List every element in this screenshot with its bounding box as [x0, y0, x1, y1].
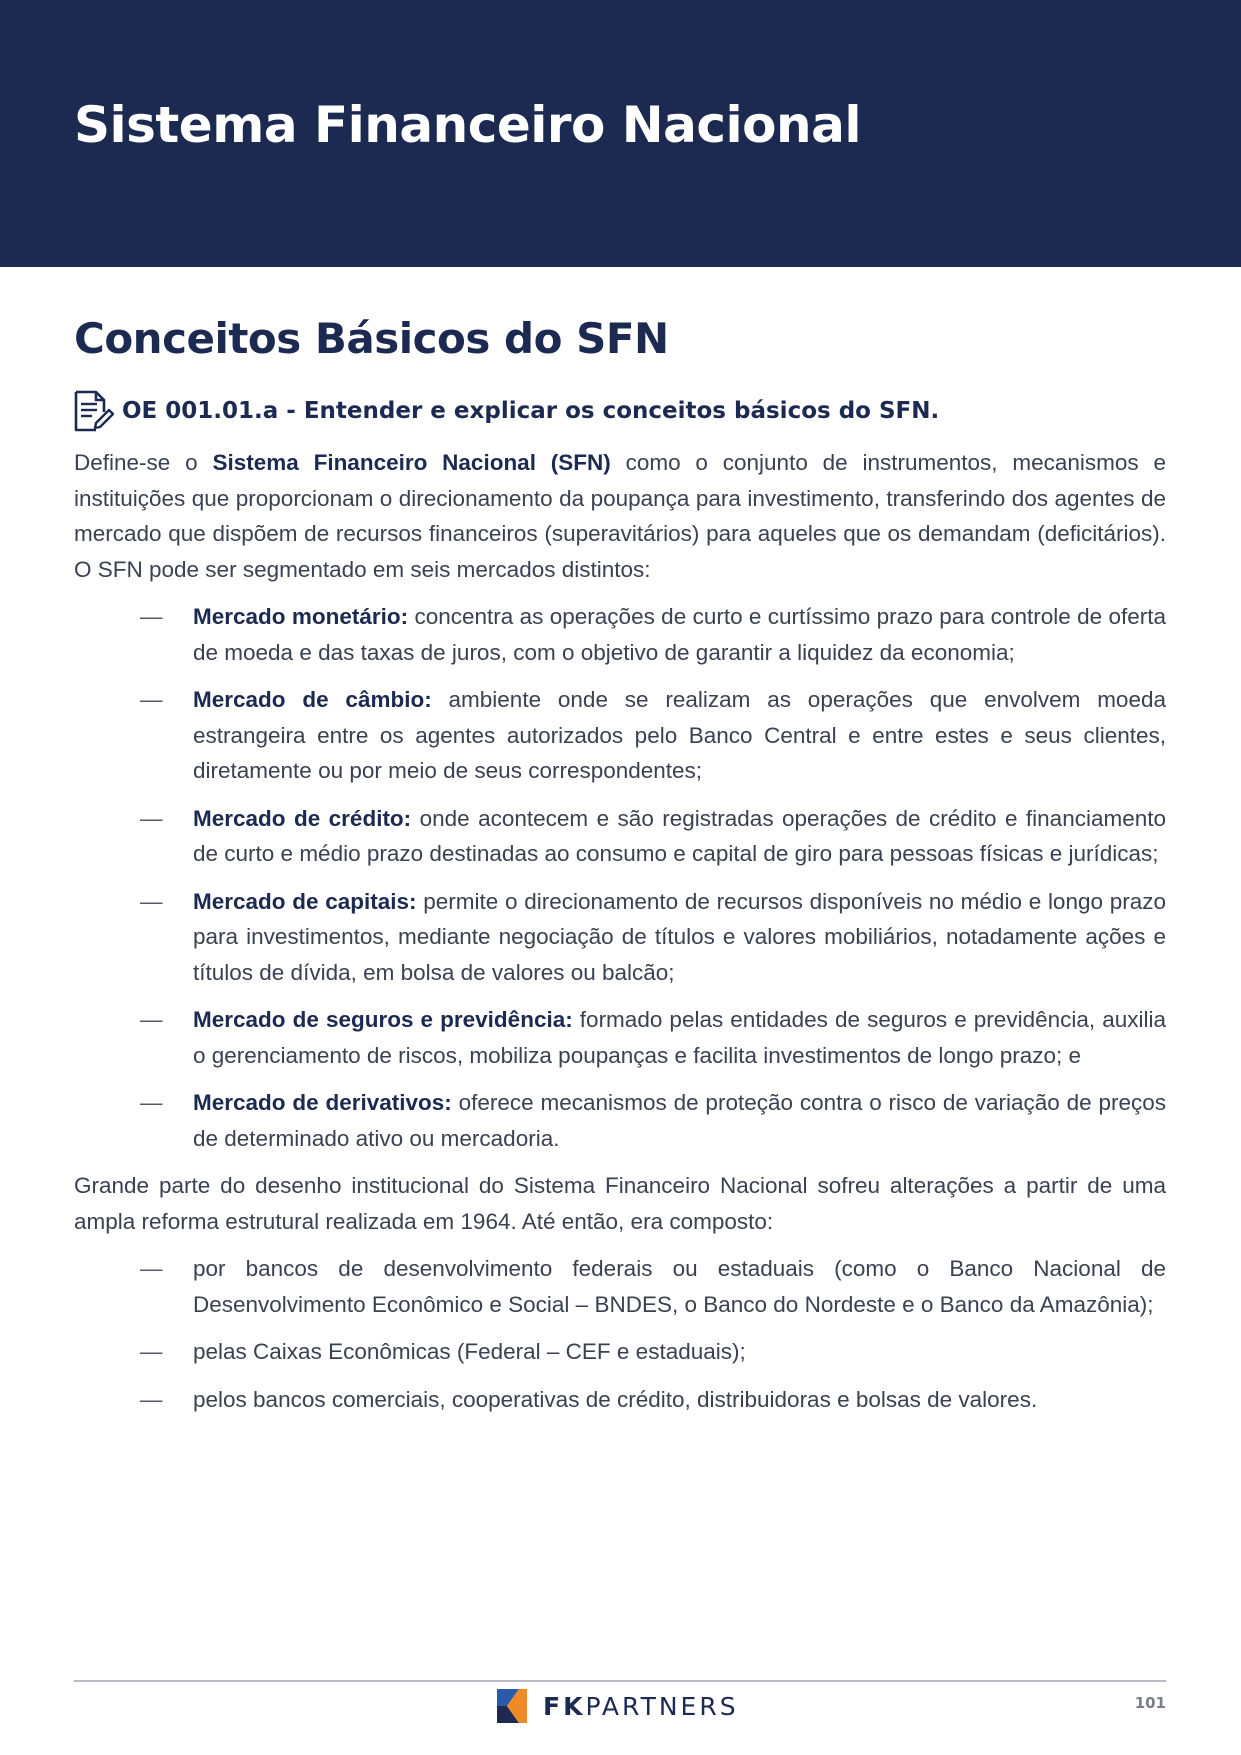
dash-bullet: —	[140, 888, 163, 914]
page-header-banner	[0, 0, 1241, 267]
intro-bold-term: Sistema Financeiro Nacional (SFN)	[212, 450, 611, 475]
list-item	[74, 1251, 1166, 1322]
composition-text: pelas Caixas Econômicas (Federal – CEF e estaduais);	[193, 1339, 746, 1364]
market-description: ambiente onde se realizam as operações que envolvem moeda estrangeira entre os agentes autorizados pelo Banco Central e entre estes e seus clientes, diretamente ou por meio de seus correspondentes;	[193, 687, 1166, 783]
market-term: Mercado de capitais:	[193, 888, 417, 914]
dash-bullet: —	[140, 604, 163, 629]
market-term: Mercado de seguros e previdência:	[193, 1007, 573, 1032]
dash-bullet: —	[140, 1090, 163, 1115]
intro-rest: como o conjunto de instrumentos, mecanismos e instituições que proporcionam o direcionamento da poupança para investimento, transferindo dos agentes de mercado que dispõem de recursos financeiros (superavitários) para aqueles que os demandam (deficitários). O SFN pode ser segmentado em seis mercados distintos:	[74, 450, 1166, 582]
brand-name	[543, 1692, 739, 1721]
list-item	[74, 599, 1166, 670]
list-item	[74, 1002, 1166, 1073]
list-item	[74, 1085, 1166, 1156]
list-item	[74, 1382, 1166, 1418]
intro-paragraph	[74, 445, 1166, 587]
document-pencil-icon	[70, 389, 114, 433]
market-description: oferece mecanismos de proteção contra o risco de variação de preços de determinado ativo ou mercadoria.	[193, 1090, 1166, 1151]
history-paragraph: Grande parte do desenho institucional do Sistema Financeiro Nacional sofreu alterações a partir de uma ampla reforma estrutural realizada em 1964. Até então, era composto:	[74, 1173, 1166, 1234]
market-term: Mercado monetário:	[193, 604, 409, 629]
list-item	[74, 801, 1166, 872]
market-description: permite o direcionamento de recursos disponíveis no médio e longo prazo para investimentos, mediante negociação de títulos e valores mobiliários, notadamente ações e títulos de dívida, em bolsa de valores ou balcão;	[193, 888, 1167, 985]
market-description: concentra as operações de curto e curtíssimo prazo para controle de oferta de moeda e das taxas de juros, com o objetivo de garantir a liquidez da economia;	[193, 604, 1166, 665]
section-title: Conceitos Básicos do SFN	[74, 314, 669, 363]
dash-bullet: —	[140, 1007, 163, 1032]
dash-bullet: —	[140, 805, 163, 831]
brand-bold: FK	[543, 1691, 586, 1721]
dash-bullet: —	[140, 687, 163, 712]
learning-objective	[70, 389, 939, 433]
header-title: Sistema Financeiro Nacional	[74, 96, 861, 154]
composition-list	[74, 1251, 1166, 1417]
footer-logo	[497, 1688, 739, 1724]
composition-text: por bancos de desenvolvimento federais ou estaduais (como o Banco Nacional de Desenvolvimento Econômico e Social – BNDES, o Banco do Nordeste e o Banco da Amazônia);	[193, 1256, 1166, 1317]
market-term: Mercado de câmbio:	[193, 687, 432, 712]
composition-text: pelos bancos comerciais, cooperativas de crédito, distribuidoras e bolsas de valores.	[193, 1386, 1038, 1412]
market-term: Mercado de derivativos:	[193, 1090, 452, 1115]
page-number: 101	[1134, 1694, 1166, 1712]
list-item	[74, 884, 1166, 991]
list-item	[74, 682, 1166, 789]
list-item	[74, 1334, 1166, 1370]
dash-bullet: —	[140, 1386, 163, 1412]
dash-bullet: —	[140, 1256, 163, 1281]
objective-text: OE 001.01.a - Entender e explicar os conceitos básicos do SFN.	[122, 398, 940, 424]
brand-rest: PARTNERS	[585, 1691, 739, 1721]
market-term: Mercado de crédito:	[193, 805, 412, 831]
market-description: onde acontecem e são registradas operações de crédito e financiamento de curto e médio prazo destinadas ao consumo e capital de giro para pessoas físicas e jurídicas;	[193, 805, 1166, 866]
market-description: formado pelas entidades de seguros e previdência, auxilia o gerenciamento de riscos, mobiliza poupanças e facilita investimentos de longo prazo; e	[193, 1007, 1166, 1068]
markets-list	[74, 599, 1166, 1156]
intro-prefix: Define-se o	[74, 450, 213, 475]
dash-bullet: —	[140, 1339, 163, 1364]
footer-divider	[74, 1680, 1166, 1682]
fk-partners-logo-icon	[497, 1689, 527, 1723]
main-content	[74, 445, 1166, 1429]
